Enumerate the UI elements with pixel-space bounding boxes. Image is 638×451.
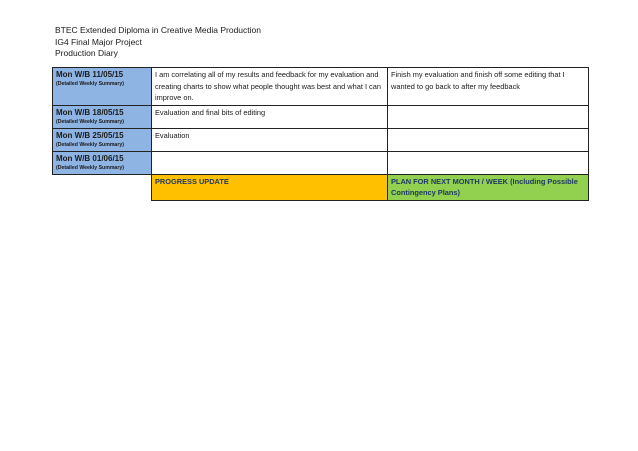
document-header xyxy=(55,25,261,60)
week-cell xyxy=(53,68,152,106)
week-subtitle: (Detailed Weekly Summary) xyxy=(56,164,124,171)
week-cell xyxy=(53,128,152,151)
project-title: IG4 Final Major Project xyxy=(55,36,142,47)
document-title: Production Diary xyxy=(55,48,118,58)
week-date: Mon W/B 25/05/15 xyxy=(56,130,124,140)
progress-cell: Evaluation xyxy=(152,128,388,151)
table-row xyxy=(53,128,589,151)
progress-cell: I am correlating all of my results and feedback for my evaluation and creating charts to show what people thought was best and what I can improve on. xyxy=(152,68,388,106)
table-row xyxy=(53,105,589,128)
plan-cell xyxy=(388,105,589,128)
production-diary-table xyxy=(52,67,589,201)
footer-spacer xyxy=(53,174,152,200)
progress-cell xyxy=(152,151,388,174)
course-title: BTEC Extended Diploma in Creative Media Production xyxy=(55,25,261,35)
progress-cell: Evaluation and final bits of editing xyxy=(152,105,388,128)
plan-cell xyxy=(388,128,589,151)
week-subtitle: (Detailed Weekly Summary) xyxy=(56,141,124,148)
week-subtitle: (Detailed Weekly Summary) xyxy=(56,81,124,87)
week-cell xyxy=(53,151,152,174)
table-row xyxy=(53,151,589,174)
week-subtitle: (Detailed Weekly Summary) xyxy=(56,118,124,125)
week-cell xyxy=(53,105,152,128)
plan-cell xyxy=(388,151,589,174)
week-date: Mon W/B 01/06/15 xyxy=(56,153,124,163)
week-date: Mon W/B 11/05/15 xyxy=(56,70,124,79)
plan-cell: Finish my evaluation and finish off some editing that I wanted to go back to after my feedback xyxy=(388,68,589,106)
progress-update-header: PROGRESS UPDATE xyxy=(152,174,388,200)
week-date: Mon W/B 18/05/15 xyxy=(56,107,124,117)
table-footer-row xyxy=(53,174,589,200)
table-row xyxy=(53,68,589,106)
plan-header: PLAN FOR NEXT MONTH / WEEK (Including Possible Contingency Plans) xyxy=(388,174,589,200)
